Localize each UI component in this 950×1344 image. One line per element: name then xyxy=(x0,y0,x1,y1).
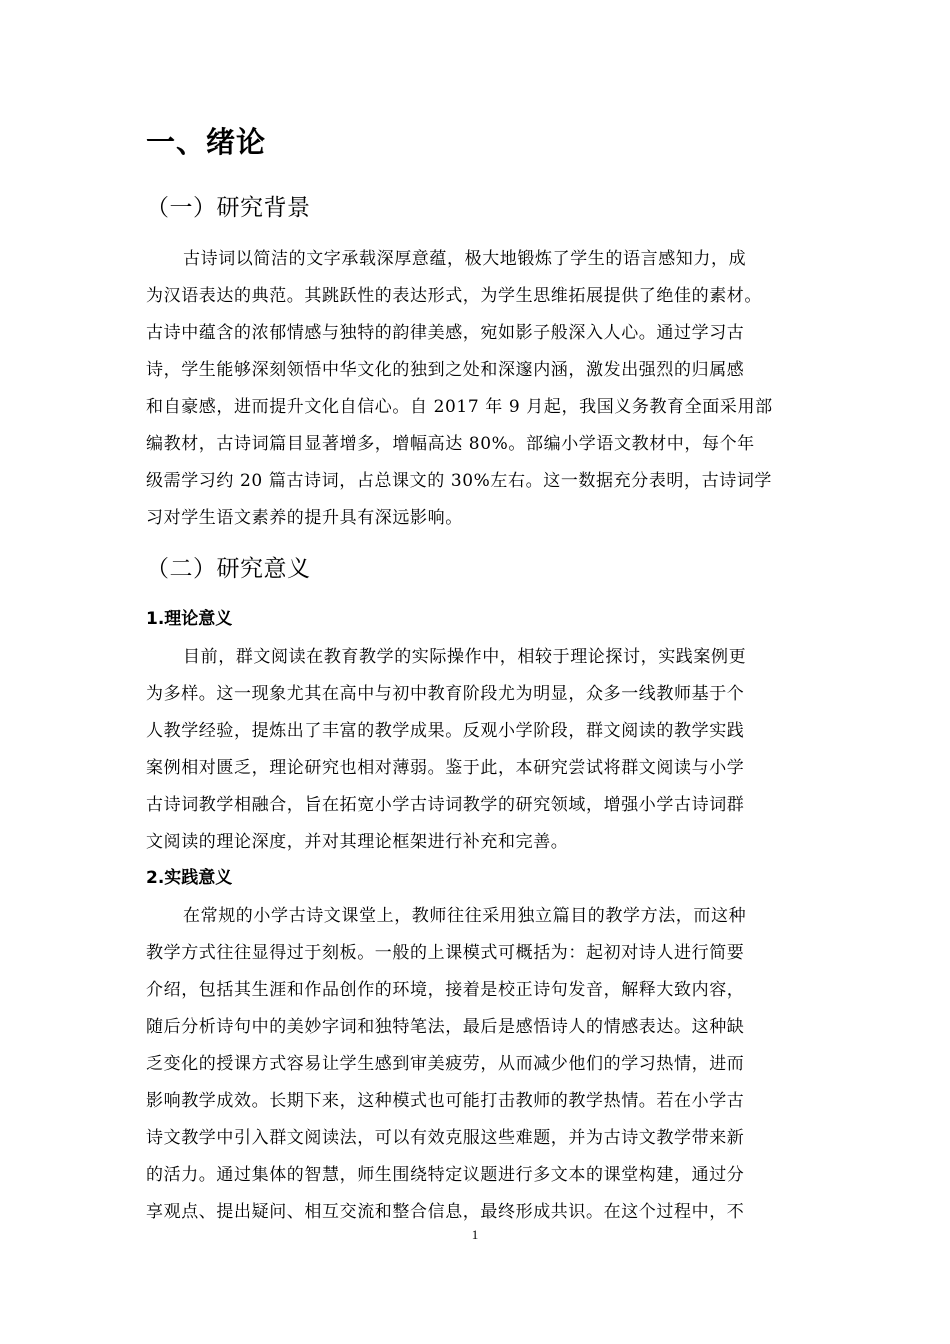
paragraph-line: 习对学生语文素养的提升具有深远影响。 xyxy=(146,508,463,528)
paragraph-line: 介绍，包括其生涯和作品创作的环境，接着是校正诗句发音，解释大致内容， xyxy=(146,980,745,1000)
paragraph-line: 乏变化的授课方式容易让学生感到审美疲劳，从而减少他们的学习热情，进而 xyxy=(146,1054,745,1074)
paragraph-theory xyxy=(146,639,811,861)
paragraph-line: 影响教学成效。长期下来，这种模式也可能打击教师的教学热情。若在小学古 xyxy=(146,1091,745,1111)
section-heading-significance: （二）研究意义 xyxy=(146,556,311,582)
paragraph-line: 的活力。通过集体的智慧，师生围绕特定议题进行多文本的课堂构建，通过分 xyxy=(146,1165,745,1185)
subsection-heading-theory: 1.理论意义 xyxy=(146,609,233,629)
chapter-title: 一、绪论 xyxy=(146,125,267,159)
paragraph-practice xyxy=(146,898,811,1231)
paragraph-line: 人教学经验，提炼出了丰富的教学成果。反观小学阶段，群文阅读的教学实践 xyxy=(146,721,745,741)
paragraph-line: 为多样。这一现象尤其在高中与初中教育阶段尤为明显，众多一线教师基于个 xyxy=(146,684,745,704)
paragraph-line: 级需学习约 20 篇古诗词，占总课文的 30%左右。这一数据充分表明，古诗词学 xyxy=(146,471,773,491)
paragraph-line: 为汉语表达的典范。其跳跃性的表达形式，为学生思维拓展提供了绝佳的素材。 xyxy=(146,286,762,306)
paragraph-line: 古诗中蕴含的浓郁情感与独特的韵律美感，宛如影子般深入人心。通过学习古 xyxy=(146,323,745,343)
paragraph-line: 教学方式往往显得过于刻板。一般的上课模式可概括为：起初对诗人进行简要 xyxy=(146,943,745,963)
paragraph-line: 在常规的小学古诗文课堂上，教师往往采用独立篇目的教学方法，而这种 xyxy=(183,906,747,926)
paragraph-line: 编教材，古诗词篇目显著增多，增幅高达 80%。部编小学语文教材中，每个年 xyxy=(146,434,755,454)
paragraph-line: 古诗词教学相融合，旨在拓宽小学古诗词教学的研究领域，增强小学古诗词群 xyxy=(146,795,745,815)
paragraph-background xyxy=(146,241,811,537)
section-heading-background: （一）研究背景 xyxy=(146,195,311,221)
paragraph-line: 目前，群文阅读在教育教学的实际操作中，相较于理论探讨，实践案例更 xyxy=(183,647,747,667)
subsection-heading-practice: 2.实践意义 xyxy=(146,868,233,888)
paragraph-line: 古诗词以简洁的文字承载深厚意蕴，极大地锻炼了学生的语言感知力，成 xyxy=(183,249,747,269)
paragraph-line: 随后分析诗句中的美妙字词和独特笔法，最后是感悟诗人的情感表达。这种缺 xyxy=(146,1017,745,1037)
paragraph-line: 案例相对匮乏，理论研究也相对薄弱。鉴于此，本研究尝试将群文阅读与小学 xyxy=(146,758,745,778)
paragraph-line: 享观点、提出疑问、相互交流和整合信息，最终形成共识。在这个过程中，不 xyxy=(146,1202,745,1222)
paragraph-line: 文阅读的理论深度，并对其理论框架进行补充和完善。 xyxy=(146,832,569,852)
page-number: 1 xyxy=(471,1227,479,1242)
paragraph-line: 和自豪感，进而提升文化自信心。自 2017 年 9 月起，我国义务教育全面采用部 xyxy=(146,397,773,417)
paragraph-line: 诗文教学中引入群文阅读法，可以有效克服这些难题，并为古诗文教学带来新 xyxy=(146,1128,745,1148)
paragraph-line: 诗，学生能够深刻领悟中华文化的独到之处和深邃内涵，激发出强烈的归属感 xyxy=(146,360,745,380)
